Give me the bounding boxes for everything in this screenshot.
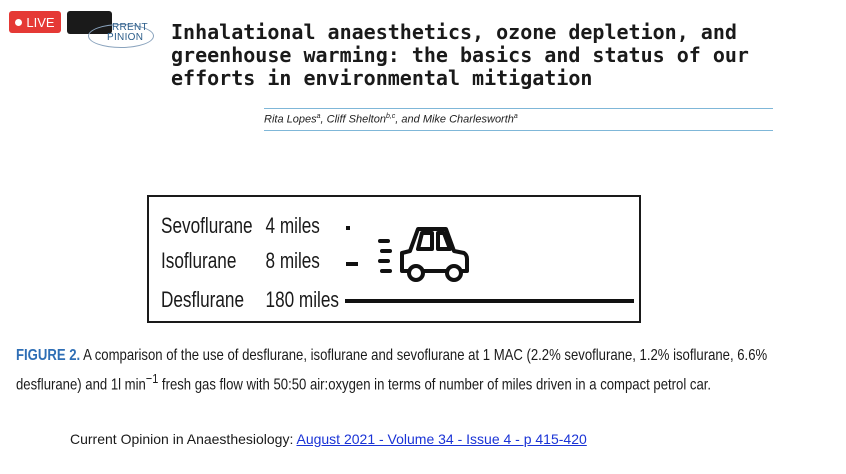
author-name: Rita Lopes xyxy=(264,113,317,126)
figure-row xyxy=(161,287,339,313)
author-affiliation: b,c xyxy=(385,113,396,120)
agent-name: Desflurane xyxy=(161,287,244,312)
author-list xyxy=(264,113,518,126)
figure-row xyxy=(161,213,320,239)
agent-name: Sevoflurane xyxy=(161,213,253,238)
divider-top xyxy=(264,108,773,109)
citation xyxy=(70,431,587,447)
caption-superscript: −1 xyxy=(145,371,159,386)
caption-text-continued: fresh gas flow with 50:50 air:oxygen in terms of number of miles driven in a compact petrol car. xyxy=(158,376,712,394)
agent-distance: 8 miles xyxy=(265,248,320,273)
agent-name: Isoflurane xyxy=(161,248,237,273)
live-dot-icon xyxy=(15,19,22,26)
agent-distance: 4 miles xyxy=(265,213,320,238)
figure-panel xyxy=(147,195,641,323)
live-badge xyxy=(9,11,61,33)
author-affiliation: a xyxy=(316,113,321,120)
author-affiliation: a xyxy=(513,113,518,120)
paper-title xyxy=(171,21,771,90)
author-separator: , xyxy=(320,113,327,126)
author-separator: , and xyxy=(395,113,423,126)
journal-name: Current Opinion in Anaesthesiology: xyxy=(70,431,297,447)
figure-row xyxy=(161,248,320,274)
live-label: LIVE xyxy=(26,14,55,30)
car-icon xyxy=(374,221,470,289)
distance-bar-sevoflurane xyxy=(346,226,350,230)
journal-logo xyxy=(82,22,156,48)
figure-label: FIGURE 2. xyxy=(16,347,81,364)
logo-text-line2: PINION xyxy=(107,32,144,43)
logo-text-line1: RRENT xyxy=(112,22,148,33)
distance-bar-desflurane xyxy=(345,299,634,303)
author-name: Mike Charlesworth xyxy=(422,113,514,126)
divider-bottom xyxy=(264,130,773,131)
author-name: Cliff Shelton xyxy=(326,113,386,126)
caption-text: A comparison of the use of desflurane, isoflurane and sevoflurane at 1 MAC (2.2% sevoflurane, 1.2% isoflurane, 6.6% desflurane) and 1l min xyxy=(16,347,768,394)
issue-link[interactable]: August 2021 - Volume 34 - Issue 4 - p 415-420 xyxy=(296,431,587,447)
figure-caption xyxy=(16,344,768,396)
title-line-2: greenhouse warming: the basics and status of our xyxy=(171,43,749,67)
distance-bar-isoflurane xyxy=(346,262,358,266)
title-line-3: efforts in environmental mitigation xyxy=(171,66,593,90)
title-line-1: Inhalational anaesthetics, ozone depletion, and xyxy=(171,20,737,44)
agent-distance: 180 miles xyxy=(265,287,339,312)
